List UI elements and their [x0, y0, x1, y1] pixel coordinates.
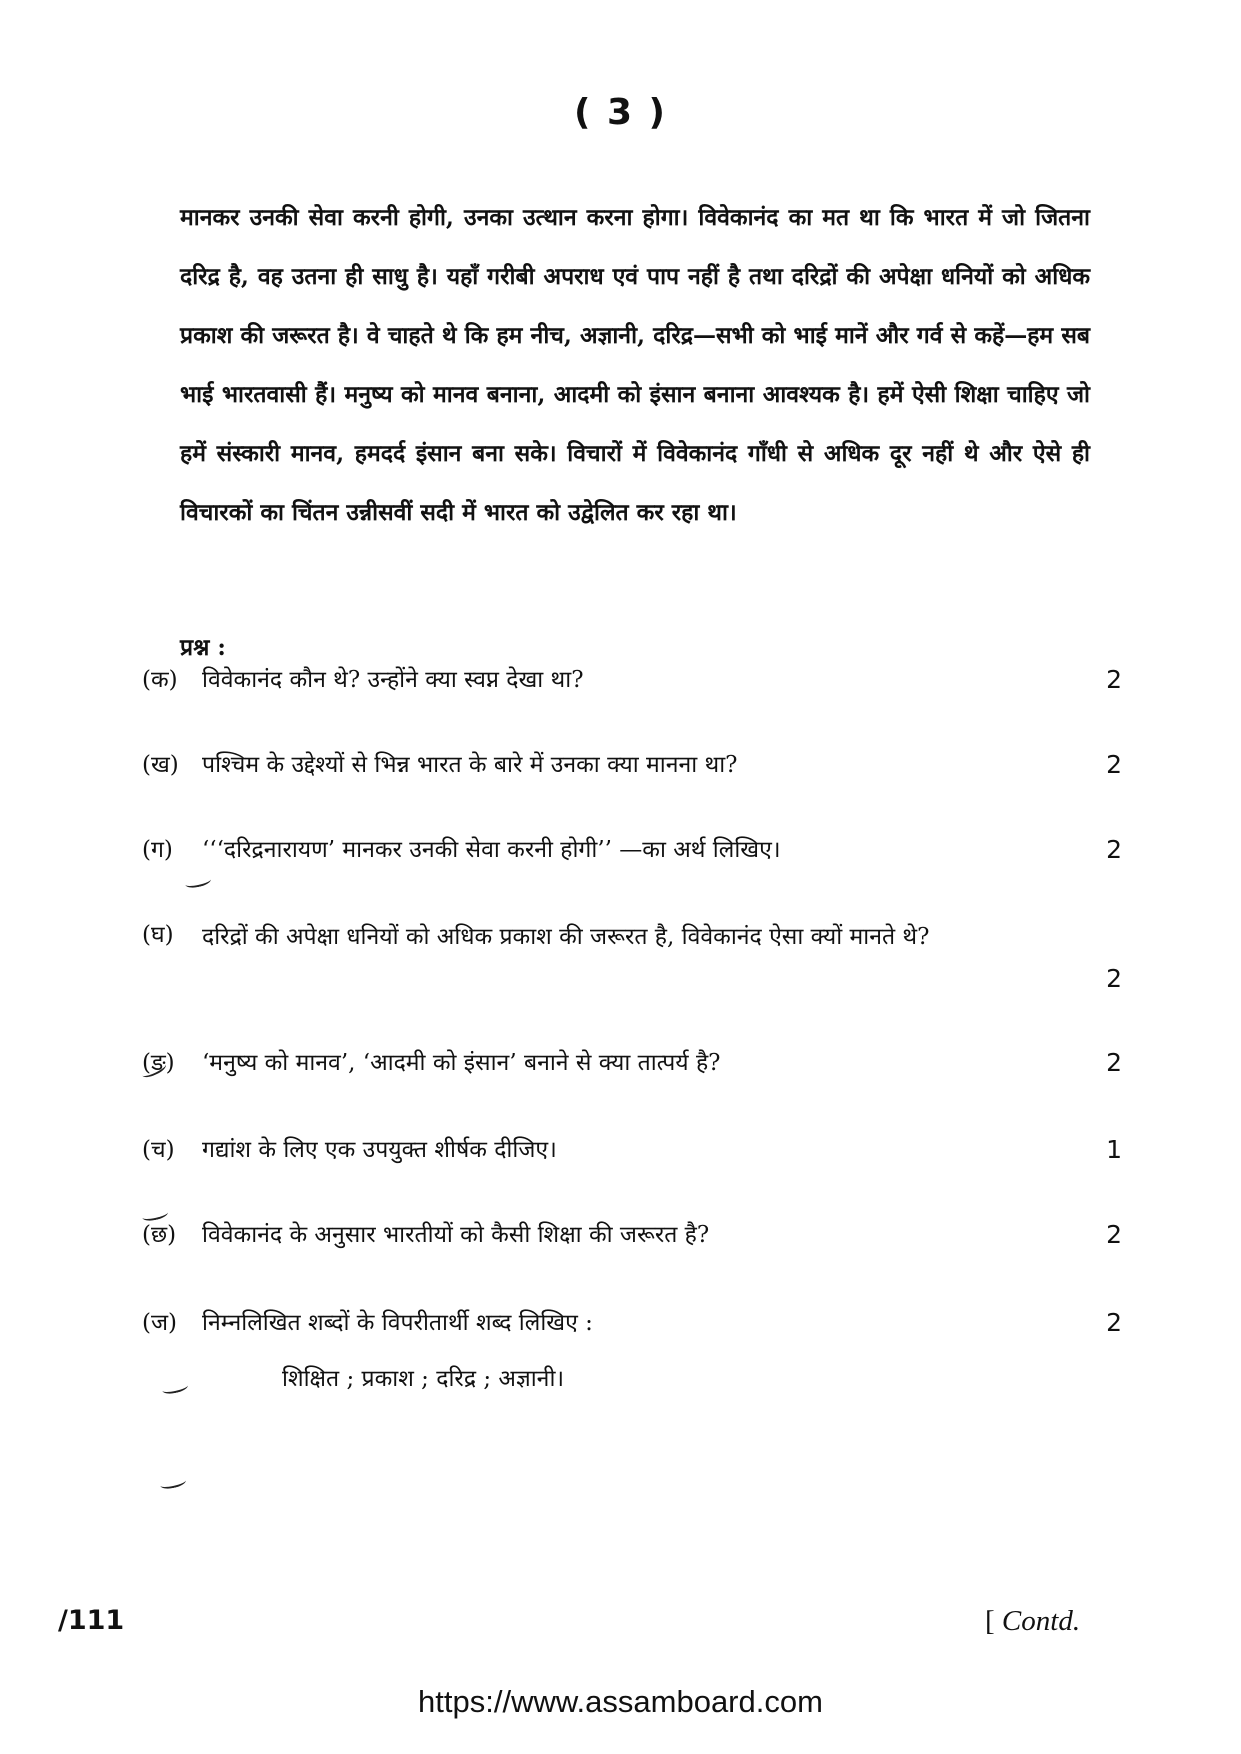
continued-label [985, 1605, 1080, 1638]
question-marks: 2 [1106, 665, 1122, 694]
continued-bracket: [ [985, 1605, 995, 1637]
question-label: (च) [142, 1137, 175, 1163]
passage-text: मानकर उनकी सेवा करनी होगी, उनका उत्थान करना होगा। विवेकानंद का मत था कि भारत में जो जितना दरिद्र है, वह उतना ही साधु है। यहाँ गरीबी अपराध एवं पाप नहीं है तथा दरिद्रों की अपेक्षा धनियों को अधिक प्रकाश की जरूरत है। वे चाहते थे कि हम नीच, अज्ञानी, दरिद्र—सभी को भाई मानें और गर्व से कहें—हम सब भाई भारतवासी हैं। मनुष्य को मानव बनाना, आदमी को इंसान बनाना आवश्यक है। हमें ऐसी शिक्षा चाहिए जो हमें संस्कारी मानव, हमदर्द इंसान बना सके। विचारों में विवेकानंद गाँधी से अधिक दूर नहीं थे और ऐसे ही विचारकों का चिंतन उन्नीसवीं सदी में भारत को उद्वेलित कर रहा था। [180, 204, 1090, 526]
question-text: पश्चिम के उद्देश्यों से भिन्न भारत के बारे में उनका क्या मानना था? [202, 752, 738, 778]
question-marks: 2 [1106, 964, 1122, 993]
question-marks: 2 [1106, 750, 1122, 779]
question-marks: 2 [1106, 835, 1122, 864]
question-marks: 2 [1106, 1048, 1122, 1077]
question-label: (छ) [142, 1222, 177, 1248]
question-subtext: शिक्षित ; प्रकाश ; दरिद्र ; अज्ञानी। [282, 1366, 565, 1392]
question-text: ‘मनुष्य को मानव’, ‘आदमी को इंसान’ बनाने से क्या तात्पर्य है? [202, 1050, 721, 1076]
question-text: विवेकानंद के अनुसार भारतीयों को कैसी शिक्षा की जरूरत है? [202, 1222, 710, 1248]
question-text: गद्यांश के लिए एक उपयुक्त शीर्षक दीजिए। [202, 1137, 557, 1163]
question-label: (क) [142, 667, 178, 693]
exam-code: /111 [58, 1605, 125, 1636]
source-url: https://www.assamboard.com [418, 1684, 823, 1719]
question-marks: 2 [1106, 1308, 1122, 1337]
question-label: (ङ) [142, 1050, 175, 1076]
question-label: (ज) [142, 1310, 178, 1336]
tick-mark-icon [184, 874, 212, 889]
questions-heading: प्रश्न : [180, 634, 226, 661]
tick-mark-icon [159, 1475, 187, 1490]
question-label: (घ) [142, 922, 174, 948]
question-text: विवेकानंद कौन थे? उन्होंने क्या स्वप्न देखा था? [202, 667, 584, 693]
question-text: दरिद्रों की अपेक्षा धनियों को अधिक प्रकाश की जरूरत है, विवेकानंद ऐसा क्यों मानते थे? [202, 924, 930, 950]
page-number: ( 3 ) [573, 92, 668, 133]
question-marks: 1 [1106, 1135, 1122, 1164]
continued-text: Contd. [1001, 1605, 1081, 1637]
question-text: ‘‘‘दरिद्रनारायण’ मानकर उनकी सेवा करनी होगी’’ —का अर्थ लिखिए। [202, 837, 781, 863]
question-text: निम्नलिखित शब्दों के विपरीतार्थी शब्द लिखिए : [202, 1310, 593, 1336]
question-label: (ग) [142, 837, 173, 863]
question-marks: 2 [1106, 1220, 1122, 1249]
tick-mark-icon [161, 1380, 189, 1395]
question-label: (ख) [142, 752, 179, 778]
